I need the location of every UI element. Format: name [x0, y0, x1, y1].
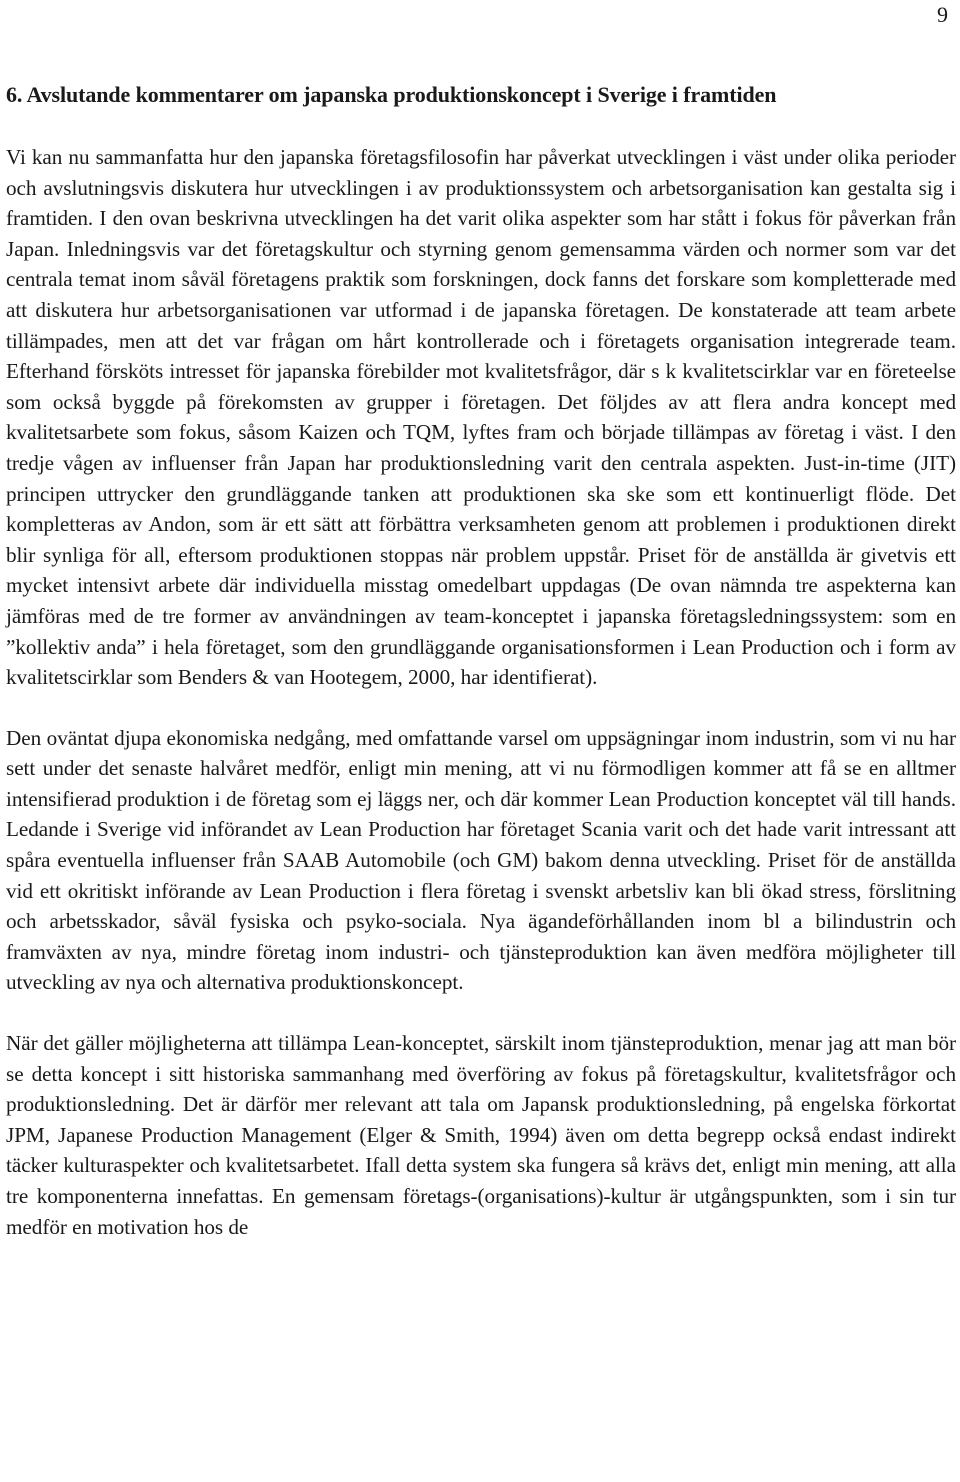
- page-number: 9: [937, 2, 948, 27]
- paragraph-lean-concept: När det gäller möjligheterna att tillämpa Lean-konceptet, särskilt inom tjänsteproduktion, menar jag att man bör se detta koncept i sitt historiska sammanhang med överföring av fokus på företagskultur, kvalitetsfrågor och produktionsledning. Det är därför mer relevant att tala om Japansk produktionsledning, på engelska förkortat JPM, Japanese Production Management (Elger & Smith, 1994) även om detta begrepp också endast indirekt täcker kulturaspekter och kvalitetsarbetet. Ifall detta system ska fungera så krävs det, enligt min mening, att alla tre komponenterna innefattas. En gemensam företags-(organisations)-kultur är utgångspunkten, som i sin tur medför en motivation hos de: [6, 1031, 956, 1239]
- section-heading: 6. Avslutande kommentarer om japanska produktionskoncept i Sverige i framtiden: [6, 82, 777, 107]
- paragraph-summary: Vi kan nu sammanfatta hur den japanska företagsfilosofin har påverkat utvecklingen i väst under olika perioder och avslutningsvis diskutera hur utvecklingen i av produktionssystem och arbetsorganisation kan gestalta sig i framtiden. I den ovan beskrivna utvecklingen ha det varit olika aspekter som har stått i fokus för påverkan från Japan. Inledningsvis var det företagskultur och styrning genom gemensamma värden och normer som var det centrala temat inom såväl företagens praktik som forskningen, dock fanns det forskare som kompletterade med att diskutera hur arbetsorganisationen var utformad i de japanska företagen. De konstaterade att team arbete tillämpades, men att det var frågan om hårt kontrollerade och i företagets organisation integrerade team. Efterhand försköts intresset för japanska förebilder mot kvalitetsfrågor, där s k kvalitetscirklar var en företeelse som också byggde på förekomsten av grupper i företagen. Det följdes av att flera andra koncept med kvalitetsarbete som fokus, såsom Kaizen och TQM, lyftes fram och började tillämpas av företag i väst. I den tredje vågen av influenser från Japan har produktionsledning varit den centrala aspekten. Just-in-time (JIT) principen uttrycker den grundläggande tanken att produktionen ska ske som ett kontinuerligt flöde. Det kompletteras av Andon, som är ett sätt att förbättra verksamheten genom att problemen i produktionen direkt blir synliga för all, eftersom produktionen stoppas när problem uppstår. Priset för de anställda är givetvis ett mycket intensivt arbete där individuella misstag omedelbart uppdagas (De ovan nämnda tre aspekterna kan jämföras med de tre former av användningen av team-konceptet i japanska företagsledningssystem: som en ”kollektiv anda” i hela företaget, som den grundläggande organisationsformen i Lean Production och i form av kvalitetscirklar som Benders & van Hootegem, 2000, har identifierat).: [6, 145, 956, 690]
- paragraph-economic-downturn: Den oväntat djupa ekonomiska nedgång, med omfattande varsel om uppsägningar inom industrin, som vi nu har sett under det senaste halvåret medför, enligt min mening, att vi nu förmodligen kommer att få se en alltmer intensifierad produktion i de företag som ej läggs ner, och där kommer Lean Production konceptet väl till hands. Ledande i Sverige vid införandet av Lean Production har företaget Scania varit och det hade varit intressant att spåra eventuella influenser från SAAB Automobile (och GM) bakom denna utveckling. Priset för de anställda vid ett okritiskt införande av Lean Production i flera företag i svenskt arbetsliv kan bli ökad stress, förslitning och arbetsskador, såväl fysiska och psyko-sociala. Nya ägandeförhållanden inom bl a bilindustrin och framväxten av nya, mindre företag inom industri- och tjänsteproduktion kan även medföra möjligheter till utveckling av nya och alternativa produktionskoncept.: [6, 725, 956, 995]
- document-body: [6, 78, 956, 1242]
